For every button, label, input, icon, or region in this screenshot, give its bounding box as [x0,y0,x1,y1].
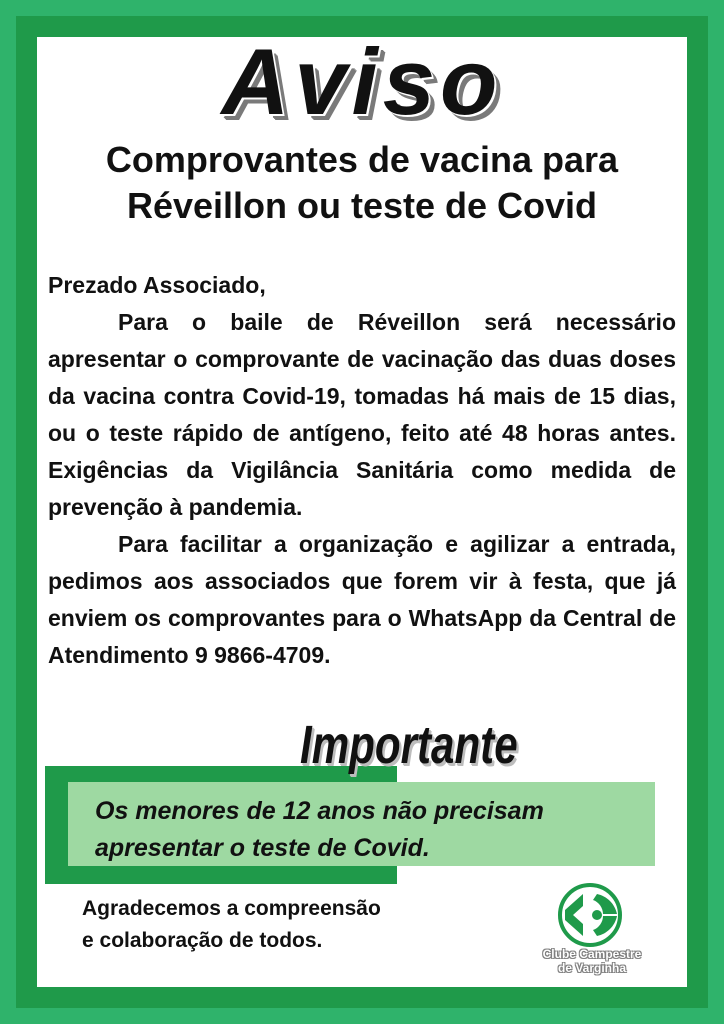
club-logo-text [522,947,662,975]
body-text [48,267,676,674]
logo-line-2: de Varginha [557,961,627,975]
subtitle-line-2: Réveillon ou teste de Covid [126,185,598,226]
thanks-text [82,893,462,957]
logo-line-1: Clube Campestre [542,947,642,961]
page-subtitle [0,137,724,229]
notice-line-1: Os menores de 12 anos não precisam [95,797,544,825]
thanks-line-2: e colaboração de todos. [82,929,323,952]
club-logo-icon [545,880,635,950]
subtitle-line-1: Comprovantes de vacina para [105,139,619,180]
notice-text [95,793,655,867]
notice-line-2: apresentar o teste de Covid. [95,834,430,862]
paragraph-2: Para facilitar a organização e agilizar a entrada, pedimos aos associados que forem vir à festa, que já enviem os comprovantes para o WhatsApp da Central de Atendimento 9 9866-4709. [48,531,676,668]
important-heading: Importante [300,715,518,775]
thanks-line-1: Agradecemos a compreensão [82,897,381,920]
page-title: Aviso [221,29,503,134]
paragraph-1: Para o baile de Réveillon será necessário apresentar o comprovante de vacinação das duas doses da vacina contra Covid-19, tomadas há mais de 15 dias, ou o teste rápido de antígeno, feito até 48 horas antes. Exigências da Vigilância Sanitária como medida de prevenção à pandemia. [48,309,676,520]
greeting: Prezado Associado, [48,272,266,298]
